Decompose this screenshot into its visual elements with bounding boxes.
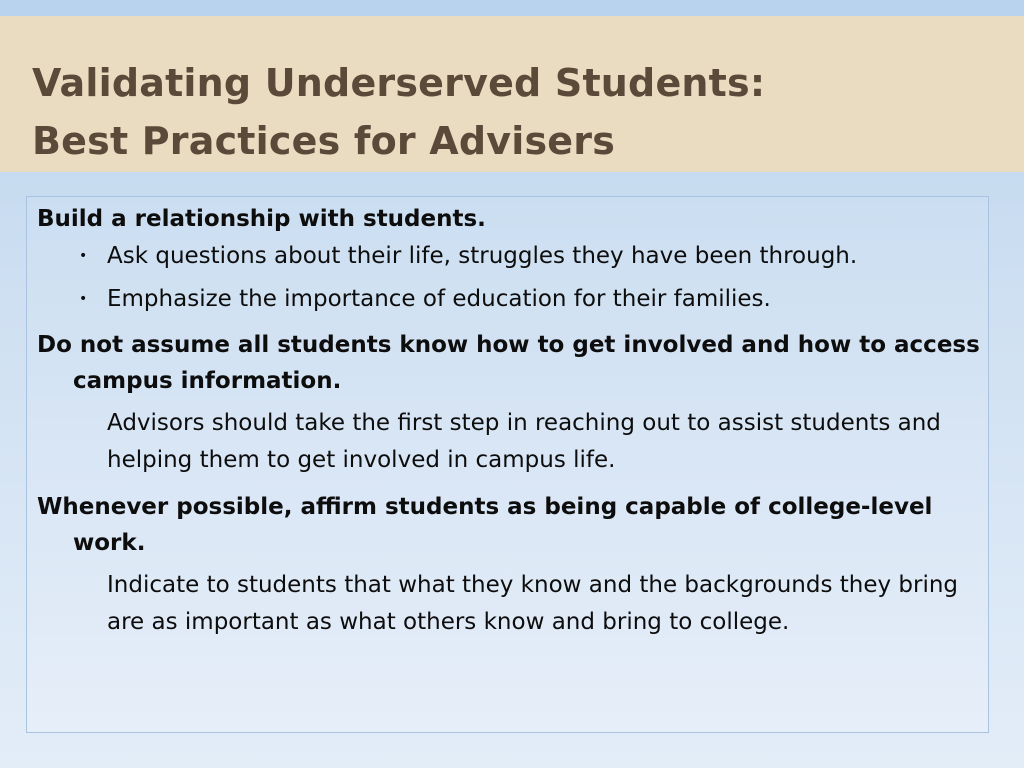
section-paragraph-affirm: Indicate to students that what they know and the backgrounds they bring are as important as what others know and bring to college. [107, 572, 959, 635]
slide-content [37, 201, 982, 651]
content-box [26, 196, 989, 733]
bullet-dot-icon: • [79, 291, 88, 307]
bullet-text: Ask questions about their life, struggles they have been through. [107, 243, 858, 269]
section-heading-affirm: Whenever possible, affirm students as being capable of college-level work. [37, 494, 933, 556]
top-accent-strip [0, 0, 1024, 16]
title-line-2: Best Practices for Advisers [32, 119, 616, 163]
section-heading-involvement: Do not assume all students know how to get involved and how to access campus information. [37, 332, 980, 394]
bullet-dot-icon: • [79, 248, 88, 264]
slide-title [32, 54, 765, 170]
bullet-item [37, 284, 982, 314]
section-paragraph-involvement: Advisors should take the first step in reaching out to assist students and helping them to get involved in campus life. [107, 410, 941, 473]
title-band [0, 16, 1024, 172]
bullet-text: Emphasize the importance of education for their families. [107, 286, 771, 312]
bullet-list [37, 241, 982, 314]
bullet-item [37, 241, 982, 271]
title-line-1: Validating Underserved Students: [32, 61, 766, 105]
section-heading-relationship: Build a relationship with students. [37, 206, 486, 232]
